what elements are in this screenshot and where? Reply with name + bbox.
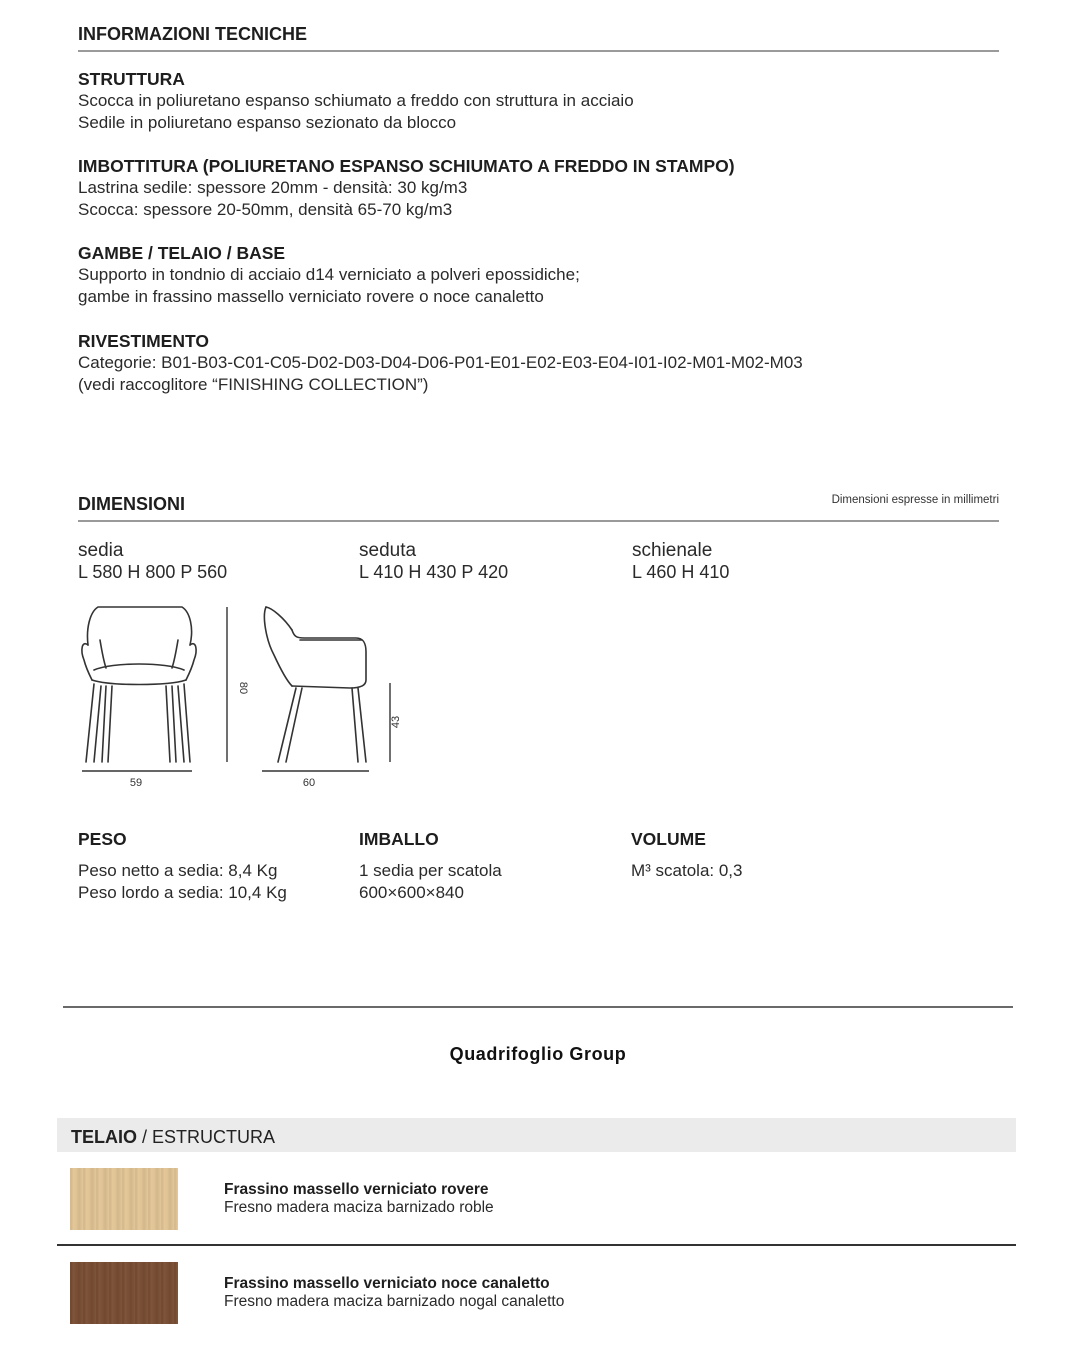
dim-group-label: sedia bbox=[78, 540, 124, 561]
finish-sub: Fresno madera maciza barnizado nogal canaletto bbox=[224, 1293, 565, 1310]
rivestimento-line: Categorie: B01-B03-C01-C05-D02-D03-D04-D06-P01-E01-E02-E03-E04-I01-I02-M01-M02-M03 bbox=[78, 353, 803, 372]
front-height-value: 80 bbox=[237, 681, 249, 695]
imbottitura-line: Scocca: spessore 20-50mm, densità 65-70 kg/m3 bbox=[78, 200, 453, 219]
peso-block bbox=[78, 829, 287, 904]
tech-section-title: INFORMAZIONI TECNICHE bbox=[78, 24, 307, 44]
chair-front-view-icon bbox=[82, 607, 196, 762]
brand-logo: Quadrifoglio Group bbox=[449, 1044, 627, 1064]
imballo-line: 1 sedia per scatola bbox=[359, 861, 502, 880]
telaio-title bbox=[71, 1127, 275, 1148]
peso-line: Peso netto a sedia: 8,4 Kg bbox=[78, 861, 278, 880]
dim-group-value: L 410 H 430 P 420 bbox=[359, 562, 509, 582]
volume-heading: VOLUME bbox=[631, 829, 706, 849]
volume-block bbox=[631, 829, 743, 882]
swatch-rovere bbox=[70, 1168, 178, 1230]
finish-item-rovere bbox=[224, 1181, 494, 1217]
imballo-block bbox=[359, 829, 502, 904]
dim-group-label: schienale bbox=[632, 540, 713, 561]
rivestimento-heading: RIVESTIMENTO bbox=[78, 331, 209, 351]
dimensions-units-note: Dimensioni espresse in millimetri bbox=[831, 494, 999, 506]
gambe-line: Supporto in tondnio di acciaio d14 verniciato a polveri epossidiche; bbox=[78, 265, 580, 284]
gambe-heading: GAMBE / TELAIO / BASE bbox=[78, 243, 286, 263]
imballo-line: 600×600×840 bbox=[359, 883, 464, 902]
imballo-heading: IMBALLO bbox=[359, 829, 439, 849]
rivestimento-line: (vedi raccoglitore “FINISHING COLLECTION”) bbox=[78, 375, 429, 394]
imbottitura-line: Lastrina sedile: spessore 20mm - densità: 30 kg/m3 bbox=[78, 178, 468, 197]
side-depth-value: 60 bbox=[302, 777, 316, 789]
dimensions-section-title: DIMENSIONI bbox=[78, 494, 186, 514]
volume-line: M³ scatola: 0,3 bbox=[631, 861, 743, 880]
peso-heading: PESO bbox=[78, 829, 127, 849]
finish-divider bbox=[57, 1244, 1016, 1246]
telaio-header-bar bbox=[57, 1118, 1016, 1152]
front-width-value: 59 bbox=[129, 777, 143, 789]
finish-name: Frassino massello verniciato rovere bbox=[224, 1181, 489, 1198]
finish-sub: Fresno madera maciza barnizado roble bbox=[224, 1199, 494, 1216]
imbottitura-heading: IMBOTTITURA (POLIURETANO ESPANSO SCHIUMATO A FREDDO IN STAMPO) bbox=[78, 156, 735, 176]
dim-group-value: L 580 H 800 P 560 bbox=[78, 562, 228, 582]
dim-group-value: L 460 H 410 bbox=[632, 562, 730, 582]
footer-rule bbox=[63, 1006, 1013, 1008]
telaio-title-rest: / ESTRUCTURA bbox=[137, 1127, 276, 1147]
struttura-line: Sedile in poliuretano espanso sezionato da blocco bbox=[78, 113, 457, 132]
peso-line: Peso lordo a sedia: 10,4 Kg bbox=[78, 883, 287, 902]
finish-name: Frassino massello verniciato noce canaletto bbox=[224, 1275, 550, 1292]
chair-side-view-icon bbox=[264, 607, 366, 762]
dim-group-label: seduta bbox=[359, 540, 417, 561]
struttura-heading: STRUTTURA bbox=[78, 69, 185, 89]
gambe-line: gambe in frassino massello verniciato rovere o noce canaletto bbox=[78, 287, 544, 306]
finish-item-noce bbox=[224, 1275, 564, 1311]
telaio-title-bold: TELAIO bbox=[71, 1127, 137, 1147]
swatch-noce bbox=[70, 1262, 178, 1324]
struttura-line: Scocca in poliuretano espanso schiumato a freddo con struttura in acciaio bbox=[78, 91, 634, 110]
seat-height-value: 43 bbox=[390, 715, 402, 729]
